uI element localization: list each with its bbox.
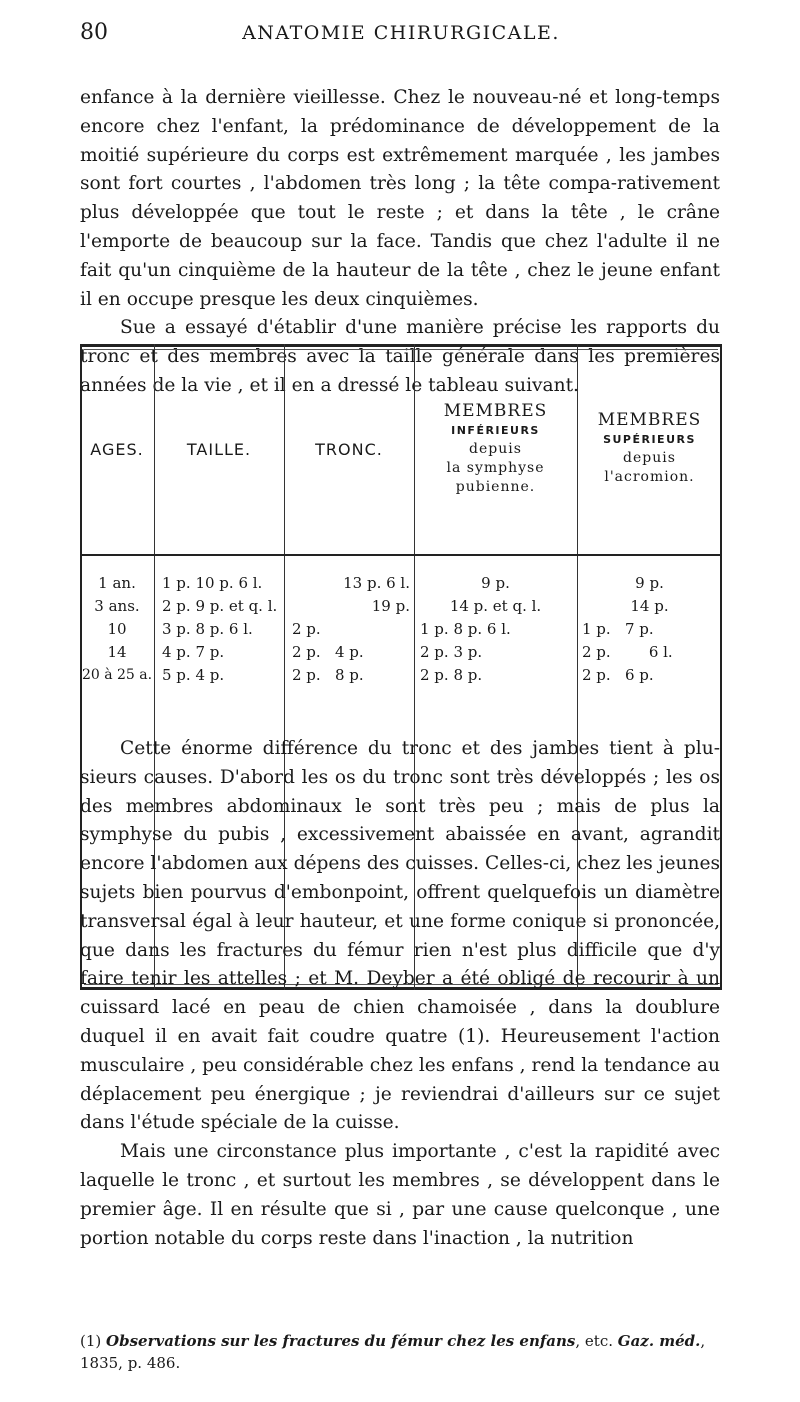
footnote-journal: Gaz. méd. [617, 1332, 701, 1350]
cell-sup: 1 p. 7 p. [582, 620, 654, 638]
cell-age: 3 ans. [94, 597, 140, 615]
cell-age: 10 [107, 620, 127, 638]
header-line: MEMBRES [443, 400, 548, 421]
cell-inf: 2 p. 3 p. [420, 643, 483, 661]
header-membres-inferieurs [414, 344, 577, 554]
cell-taille: 3 p. 8 p. 6 l. [162, 620, 253, 638]
footnote-title: Observations sur les fractures du fémur chez les enfans [106, 1332, 576, 1350]
header-tronc-label: TRONC. [315, 439, 383, 459]
cell-tronc: 13 p. 6 l. [343, 574, 410, 592]
cell-tronc: 2 p. [292, 620, 321, 638]
header-taille [154, 344, 284, 554]
cell-age: 20 à 25 a. [81, 667, 153, 683]
paragraph: Mais une circonstance plus importante , c'est la rapidité avec laquelle le tronc , et surtout les membres , se développent dans le premier âge. Il en résulte que si , par une cause quelconque , une portion notable du corps reste dans l'inaction , la nutrition [80, 1141, 720, 1249]
cell-inf: 9 p. [481, 574, 510, 592]
text-block-bottom [80, 735, 720, 1253]
cell-inf: 2 p. 8 p. [420, 666, 483, 684]
footnote-text: , 1835, p. 486. [80, 1332, 706, 1372]
cell-taille: 5 p. 4 p. [162, 666, 225, 684]
paragraph: enfance à la dernière vieillesse. Chez le nouveau-né et long-temps encore chez l'enfant, la prédominance de développement de la moitié supérieure du corps est extrêmement marquée , les jambes sont fort courtes , l'abdomen très long ; la tête compa-rativement plus développée que tout le reste ; et dans la tête , le crâne l'emporte de beaucoup sur la face. Tandis que chez l'adulte il ne fait qu'un cinquième de la hauteur de la tête , chez le jeune enfant il en occupe presque les deux cinquièmes. [80, 87, 720, 310]
paragraph: Cette énorme différence du tronc et des jambes tient à plu-sieurs causes. D'abord les os du tronc sont très développés ; les os des membres abdominaux le sont très peu ; mais de plus la symphyse du pubis , excessivement abaissée en avant, agrandit encore l'abdomen aux dépens des cuisses. Celles-ci, chez les jeunes sujets bien pourvus d'embonpoint, offrent quelquefois un diamètre transversal égal à leur hauteur, et une forme conique si prononcée, que dans les fractures du fémur rien n'est plus difficile que d'y faire tenir les attelles ; et M. Deyber a été obligé de recourir à un cuissard lacé en peau de chien chamoisée , dans la doublure duquel il en avait fait coudre quatre (1). Heureusement l'action musculaire , peu considérable chez les enfans , rend la tendance au déplacement peu énergique ; je reviendrai d'ailleurs sur ce sujet dans l'étude spéciale de la cuisse. [80, 738, 720, 1134]
cell-taille: 4 p. 7 p. [162, 643, 225, 661]
cell-sup: 9 p. [635, 574, 664, 592]
header-rule [80, 554, 722, 556]
cell-age: 14 [107, 643, 127, 661]
header-line: depuis [469, 440, 522, 457]
cell-tronc: 19 p. [371, 597, 410, 615]
header-line: la symphyse [446, 459, 545, 476]
page-header [80, 16, 722, 52]
header-line: pubienne. [455, 478, 536, 495]
header-line: INFÉRIEURS [451, 423, 540, 437]
cell-taille: 2 p. 9 p. et q. l. [162, 597, 278, 615]
cell-sup: 2 p. 6 p. [582, 666, 654, 684]
cell-inf: 14 p. et q. l. [449, 597, 542, 615]
footnote-marker: (1) [80, 1332, 102, 1350]
header-tronc [284, 344, 414, 554]
footnote [80, 1330, 720, 1374]
cell-tronc: 2 p. 4 p. [292, 643, 364, 661]
header-taille-label: TAILLE. [186, 439, 252, 459]
running-head: ANATOMIE CHIRURGICALE. [242, 22, 560, 44]
cell-sup: 2 p. 6 l. [582, 643, 673, 661]
header-line: depuis [623, 450, 676, 466]
header-line: l'acromion. [604, 469, 695, 485]
footnote-text: , etc. [575, 1332, 618, 1350]
cell-sup: 14 p. [630, 597, 669, 615]
cell-tronc: 2 p. 8 p. [292, 666, 364, 684]
cell-age: 1 an. [98, 574, 136, 592]
page-number: 80 [80, 20, 108, 45]
header-ages-label: AGES. [90, 439, 144, 459]
cell-inf: 1 p. 8 p. 6 l. [420, 620, 511, 638]
header-line: SUPÉRIEURS [603, 433, 696, 446]
cell-taille: 1 p. 10 p. 6 l. [162, 574, 263, 592]
header-line: MEMBRES [597, 410, 702, 430]
header-ages [80, 344, 154, 554]
header-membres-superieurs [577, 344, 722, 554]
paragraph: Sue a essayé d'établir d'une manière précise les rapports du tronc et des membres avec la taille générale dans les premières années de la vie , et il en a dressé le tableau suivant. [80, 317, 720, 396]
